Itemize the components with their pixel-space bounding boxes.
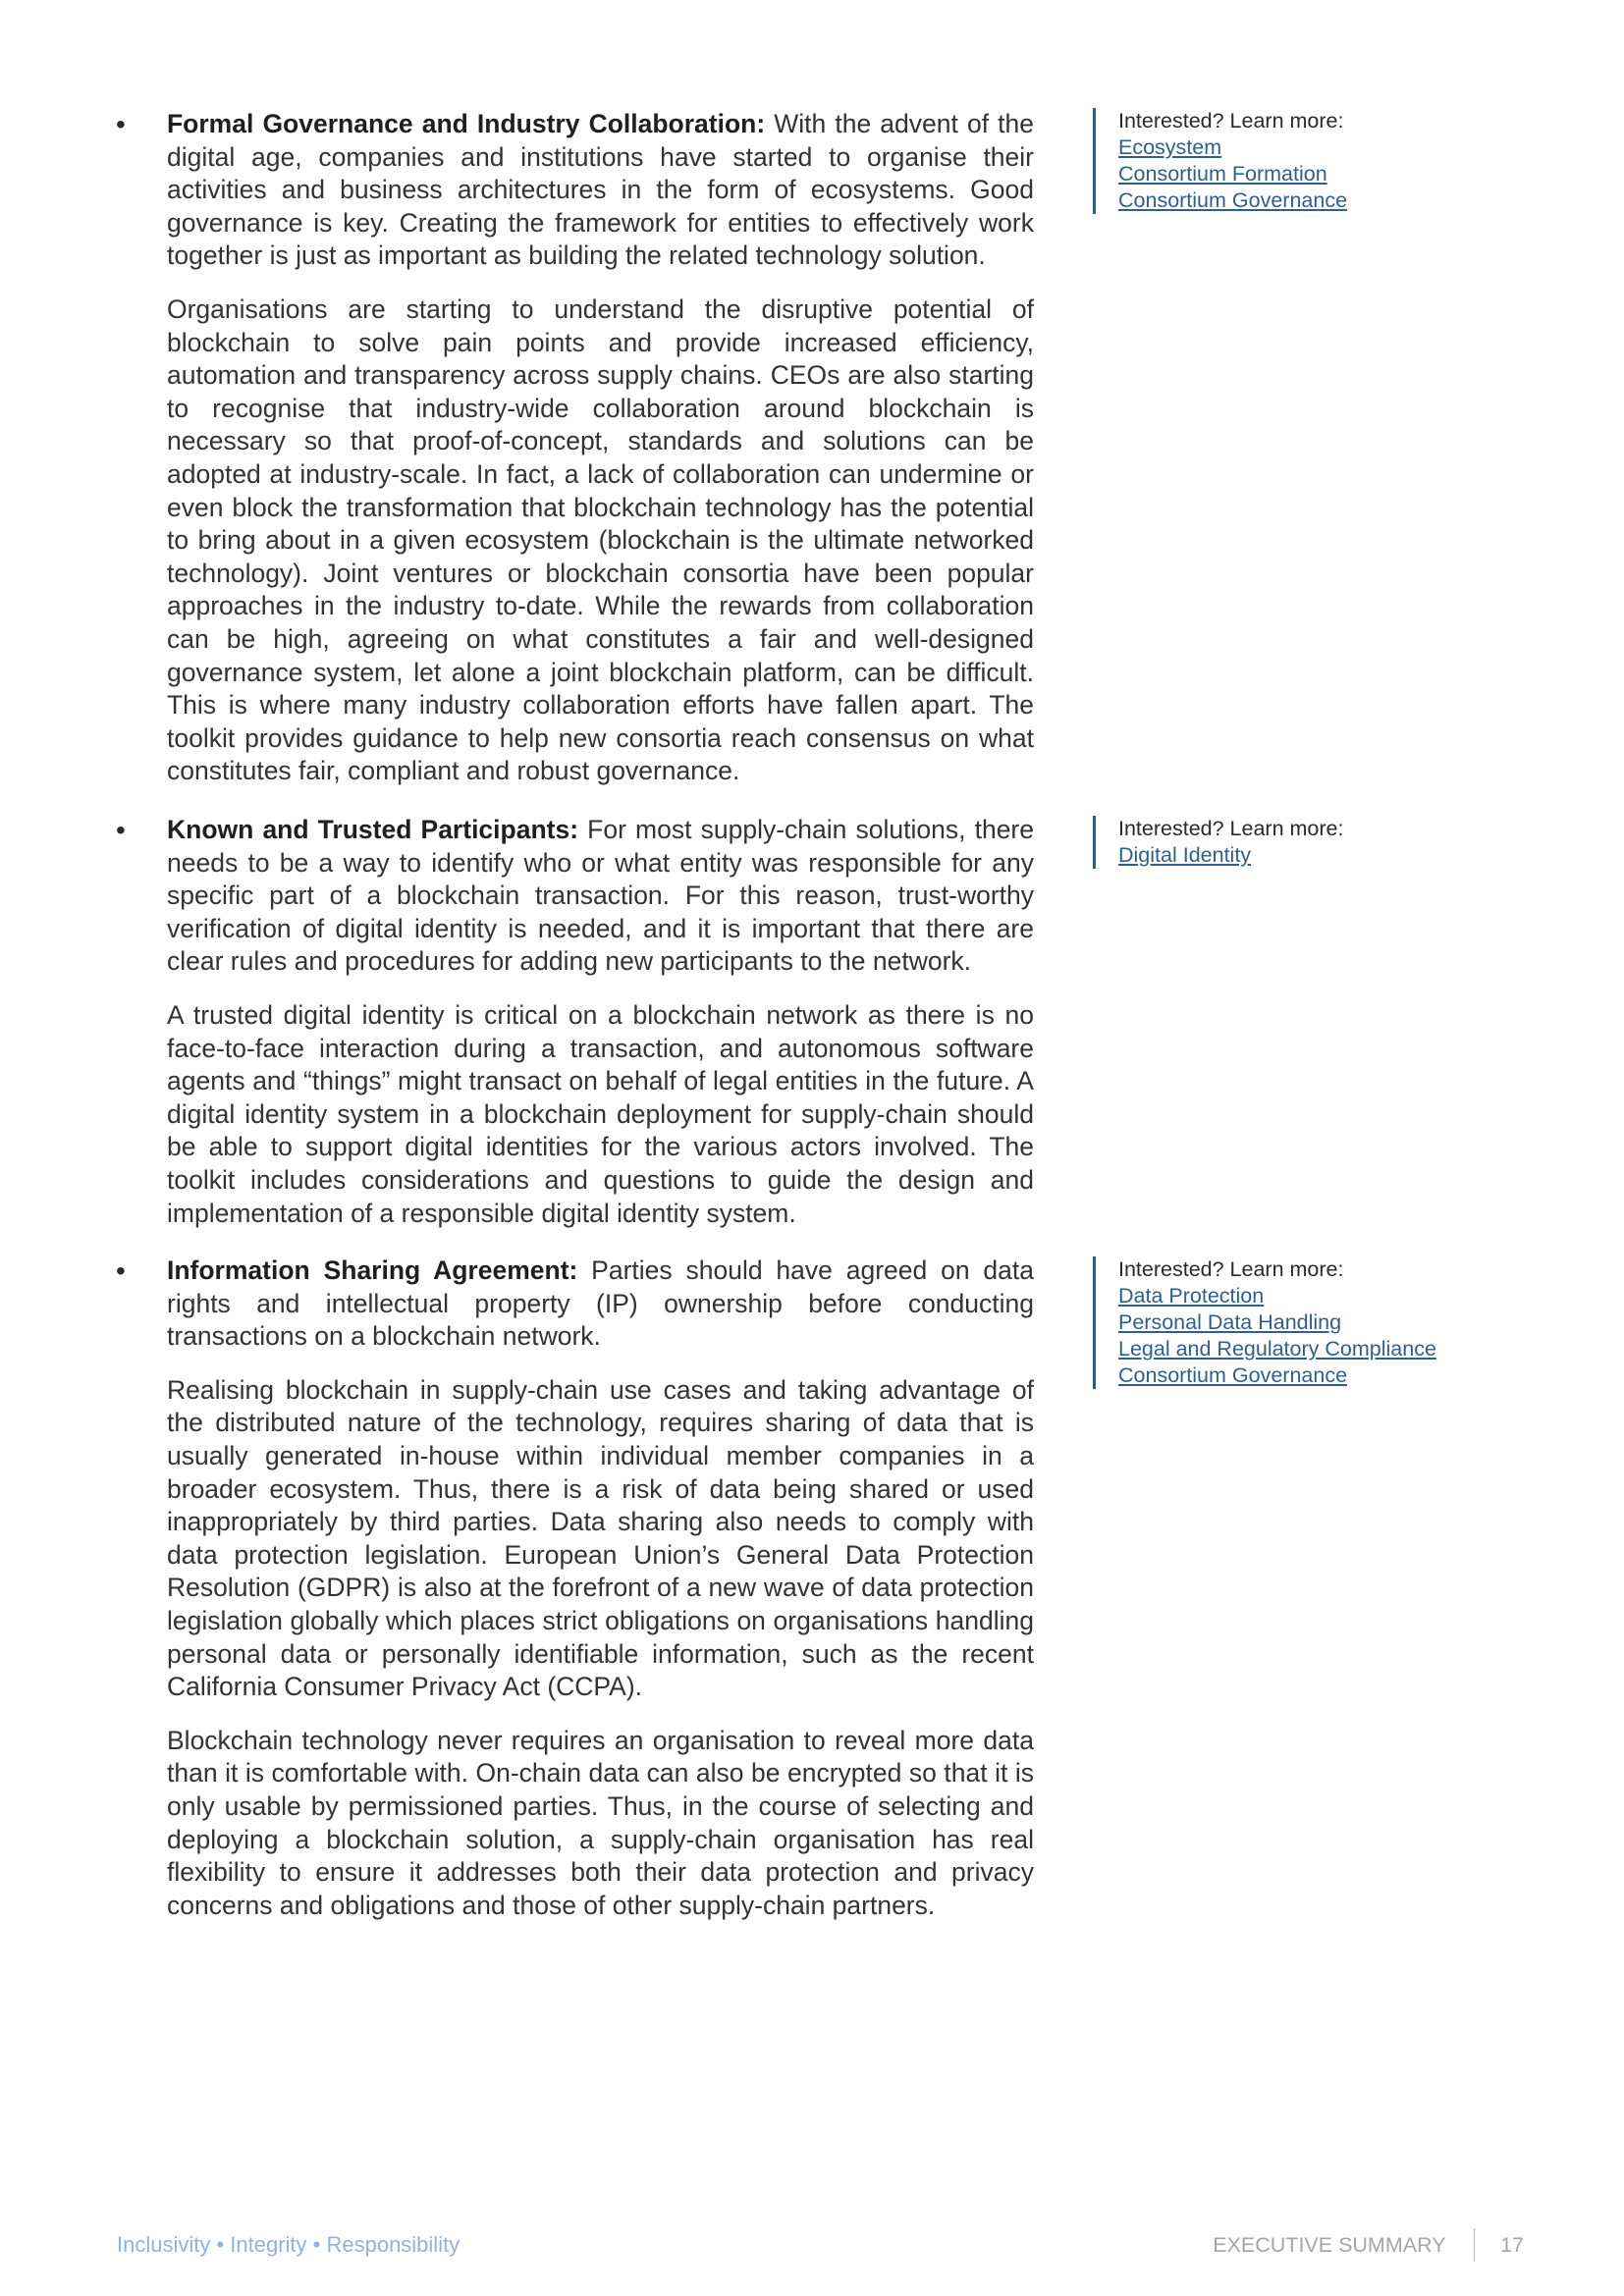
section-lead-paragraph [167, 814, 1034, 979]
bullet-icon: • [116, 109, 126, 139]
section-heading: Formal Governance and Industry Collaboration: [167, 109, 766, 138]
link-consortium-formation[interactable]: Consortium Formation [1118, 162, 1327, 186]
body-paragraph: A trusted digital identity is critical on a blockchain network as there is no face-to-face interaction during a transaction, and autonomous software agents and “things” might transact on behalf of legal entities in the future. A digital identity system in a blockchain deployment for supply-chain should be able to support digital identities for the various actors involved. The toolkit includes considerations and questions to guide the design and implementation of a responsible digital identity system. [167, 999, 1034, 1228]
body-paragraph: Organisations are starting to understand the disruptive potential of blockchain to solve pain points and provide increased efficiency, automation and transparency across supply chains. CEOs are also starting to recognise that industry-wide collaboration around blockchain is necessary so that proof-of-concept, standards and solutions can be adopted at industry-scale. In fact, a lack of collaboration can undermine or even block the transformation that blockchain technology has the potential to bring about in a given ecosystem (blockchain is the ultimate networked technology). Joint ventures or blockchain consortia have been popular approaches in the industry to-date. While the rewards from collaboration can be high, agreeing on what constitutes a fair and well-designed governance system, let alone a joint blockchain platform, can be difficult. This is where many industry collaboration efforts have fallen apart. The toolkit provides guidance to help new consortia reach consensus on what constitutes fair, compliant and robust governance. [167, 294, 1034, 786]
link-data-protection[interactable]: Data Protection [1118, 1284, 1265, 1308]
learn-more-box [1093, 1256, 1511, 1389]
section-lead-paragraph [167, 1255, 1034, 1354]
learn-more-box [1093, 108, 1511, 214]
footer-tagline: Inclusivity • Integrity • Responsibility [117, 2232, 460, 2257]
section-lead-paragraph [167, 108, 1034, 273]
link-consortium-governance[interactable]: Consortium Governance [1118, 1363, 1348, 1387]
link-consortium-governance[interactable]: Consortium Governance [1118, 188, 1348, 212]
body-paragraph: Realising blockchain in supply-chain use cases and taking advantage of the distributed nature of the technology, requires sharing of data that is usually generated in-house within individual member companies in a broader ecosystem. Thus, there is a risk of data being shared or used inappropriately by third parties. Data sharing also needs to comply with data protection legislation. European Union’s General Data Protection Resolution (GDPR) is also at the forefront of a new wave of data protection legislation globally which places strict obligations on organisations handling personal data or personally identifiable information, such as the recent California Consumer Privacy Act (CCPA). [167, 1374, 1034, 1702]
footer-divider [1474, 2228, 1476, 2262]
link-legal-regulatory-compliance[interactable]: Legal and Regulatory Compliance [1118, 1337, 1436, 1361]
footer-page-info [1213, 2228, 1524, 2262]
section-body [167, 108, 1034, 809]
section-lead-text: For most supply-chain solutions, there needs to be a way to identify who or what entity was responsible for any specific part of a blockchain transaction. For this reason, trust-worthy verification of digital identity is needed, and it is important that there are clear rules and procedures for adding new participants to the network. [167, 815, 1034, 977]
page-number: 17 [1500, 2232, 1524, 2257]
link-digital-identity[interactable]: Digital Identity [1118, 843, 1252, 867]
bullet-icon: • [116, 1255, 126, 1286]
body-paragraph: Blockchain technology never requires an organisation to reveal more data than it is comfortable with. On-chain data can also be encrypted so that it is only usable by permissioned parties. Thus, in the course of selecting and deploying a blockchain solution, a supply-chain organisation has real flexibility to ensure it addresses both their data protection and privacy concerns and obligations and those of other supply-chain partners. [167, 1725, 1034, 1920]
link-ecosystem[interactable]: Ecosystem [1118, 135, 1222, 159]
section-body [167, 1255, 1034, 1943]
learn-more-heading: Interested? Learn more: [1118, 109, 1344, 133]
bullet-icon: • [116, 815, 126, 845]
section-heading: Information Sharing Agreement: [167, 1255, 578, 1285]
section-lead-text: Parties should have agreed on data rights and intellectual property (IP) ownership before conducting transactions on a blockchain network. [167, 1255, 1034, 1352]
section-heading: Known and Trusted Participants: [167, 815, 579, 844]
learn-more-heading: Interested? Learn more: [1118, 1257, 1344, 1281]
section-body [167, 814, 1034, 1251]
learn-more-heading: Interested? Learn more: [1118, 817, 1344, 840]
section-lead-text: With the advent of the digital age, companies and institutions have started to organise their activities and business architectures in the form of ecosystems. Good governance is key. Creating the framework for entities to effectively work together is just as important as building the related technology solution. [167, 109, 1034, 271]
footer-section-label: EXECUTIVE SUMMARY [1213, 2232, 1446, 2257]
link-personal-data-handling[interactable]: Personal Data Handling [1118, 1310, 1342, 1334]
learn-more-box [1093, 816, 1511, 869]
